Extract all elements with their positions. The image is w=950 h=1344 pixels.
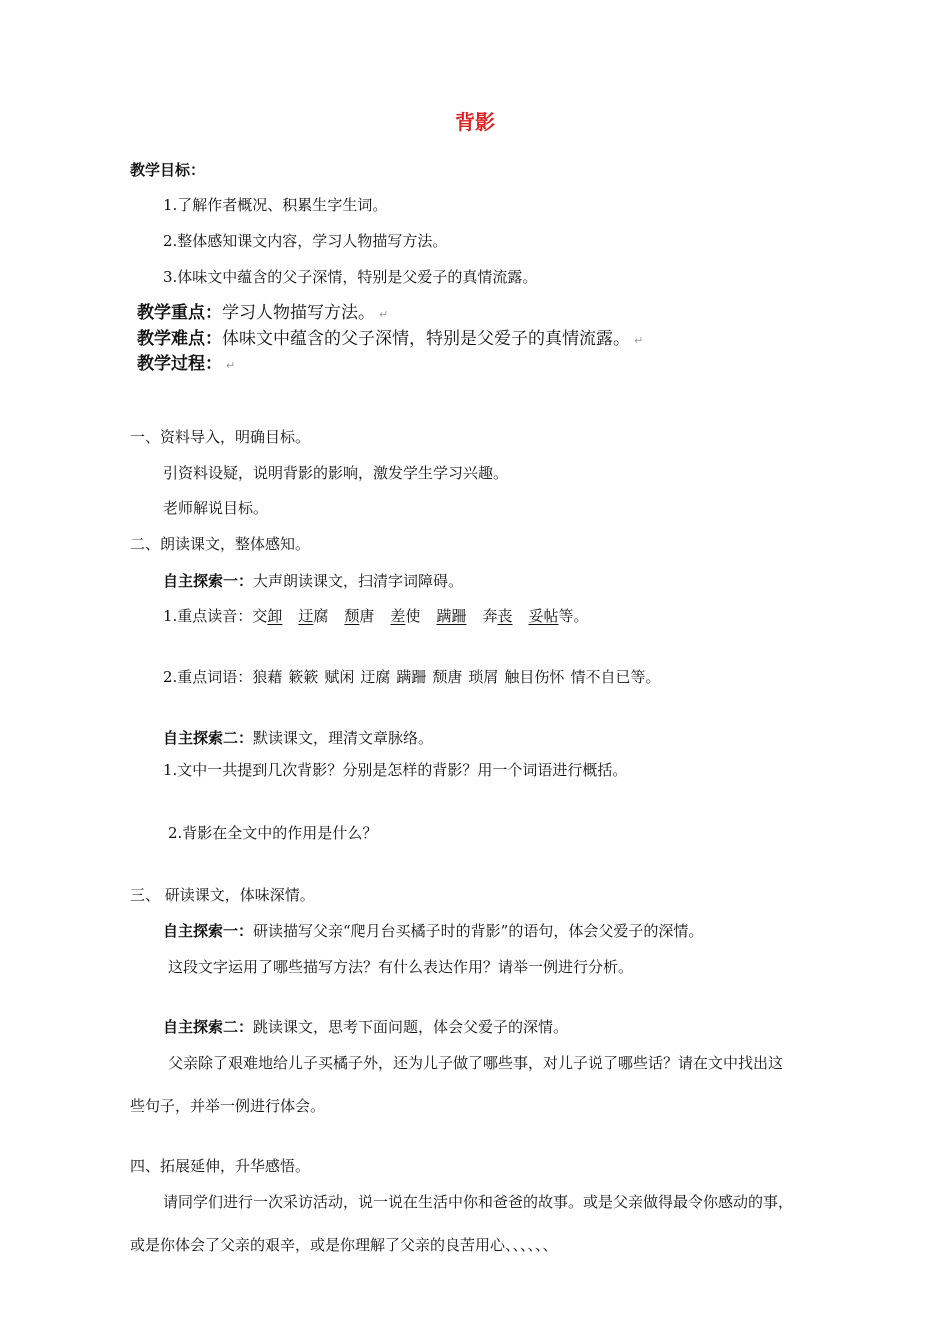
exploration-label: 自主探索二： [163,1018,254,1036]
exploration-line [163,1017,568,1037]
process-label: 教学过程： [137,354,222,374]
paragraph-line: 些句子，并举一例进行体会。 [130,1097,326,1115]
reading-word: 蹒跚 [436,607,467,625]
reading-word: 差使 [390,607,421,625]
exploration-label: 自主探索二： [163,729,254,747]
vocabulary-word: 触目伤怀 [504,668,565,686]
vocabulary-prefix: 2.重点词语： [163,668,253,686]
section-3-heading: 三、 研读课文，体味深情。 [130,886,315,904]
goals-heading: 教学目标： [130,161,206,179]
paragraph-mark-icon: ↵ [379,308,389,321]
goal-item-2: 2.整体感知课文内容，学习人物描写方法。 [163,232,448,250]
pronunciation-prefix: 1.重点读音： [163,607,253,625]
paragraph-line: 或是你体会了父亲的艰辛，或是你理解了父亲的良苦用心、、、、、、 [130,1236,558,1254]
paragraph-mark-icon: ↵ [226,359,236,372]
vocabulary-word: 簌簌 [288,668,319,686]
section-2-heading: 二、朗读课文，整体感知。 [130,535,311,553]
exploration-line [163,921,703,941]
paragraph-mark-icon: ↵ [634,334,644,347]
key-point-text: 学习人物描写方法。 [222,303,375,323]
vocabulary-word: 琐屑 [468,668,499,686]
vocabulary-line [163,667,660,687]
question-1: 1.文中一共提到几次背影？分别是怎样的背影？用一个词语进行概括。 [163,761,628,779]
difficulty-text: 体味文中蕴含的父子深情，特别是父爱子的真情流露。 [222,329,630,349]
document-title: 背影 [455,110,495,134]
vocabulary-word: 迂腐 [360,668,391,686]
vocabulary-word: 蹒跚 [396,668,427,686]
difficulty-label: 教学难点： [137,329,222,349]
vocabulary-word: 情不自已等。 [570,668,661,686]
reading-word: 交卸 [252,607,283,625]
exploration-text: 研读描写父亲“爬月台买橘子时的背影”的语句，体会父爱子的深情。 [253,922,704,940]
reading-word: 妥帖等。 [528,607,589,625]
section-1-line-2: 老师解说目标。 [163,499,269,517]
analysis-question: 这段文字运用了哪些描写方法？有什么表达作用？请举一例进行分析。 [168,958,634,976]
goal-item-3: 3.体味文中蕴含的父子深情，特别是父爱子的真情流露。 [163,268,538,286]
vocabulary-word: 赋闲 [324,668,355,686]
exploration-label: 自主探索一： [163,572,254,590]
exploration-label: 自主探索一： [163,922,254,940]
difficulty-line [137,328,643,352]
key-point-label: 教学重点： [137,303,222,323]
exploration-line [163,571,463,591]
section-4-heading: 四、拓展延伸，升华感悟。 [130,1157,311,1175]
question-2: 2.背影在全文中的作用是什么？ [168,824,378,842]
paragraph-line: 请同学们进行一次采访活动，说一说在生活中你和爸爸的故事。或是父亲做得最令你感动的事， [163,1193,794,1211]
key-point-line [137,302,388,326]
exploration-line [163,728,433,748]
process-line [137,353,235,377]
exploration-text: 大声朗读课文，扫清字词障碍。 [253,572,464,590]
vocabulary-word: 颓唐 [432,668,463,686]
reading-word: 迂腐 [298,607,329,625]
paragraph-line: 父亲除了艰难地给儿子买橘子外，还为儿子做了哪些事，对儿子说了哪些话？请在文中找出这 [168,1054,784,1072]
vocabulary-word: 狼藉 [252,668,283,686]
section-1-heading: 一、资料导入，明确目标。 [130,428,311,446]
section-1-line-1: 引资料设疑，说明背影的影响，激发学生学习兴趣。 [163,464,509,482]
reading-word: 奔丧 [482,607,513,625]
reading-word: 颓唐 [344,607,375,625]
exploration-text: 默读课文，理清文章脉络。 [253,729,434,747]
pronunciation-line [163,606,589,626]
goal-item-1: 1.了解作者概况、积累生字生词。 [163,196,388,214]
exploration-text: 跳读课文，思考下面问题，体会父爱子的深情。 [253,1018,569,1036]
